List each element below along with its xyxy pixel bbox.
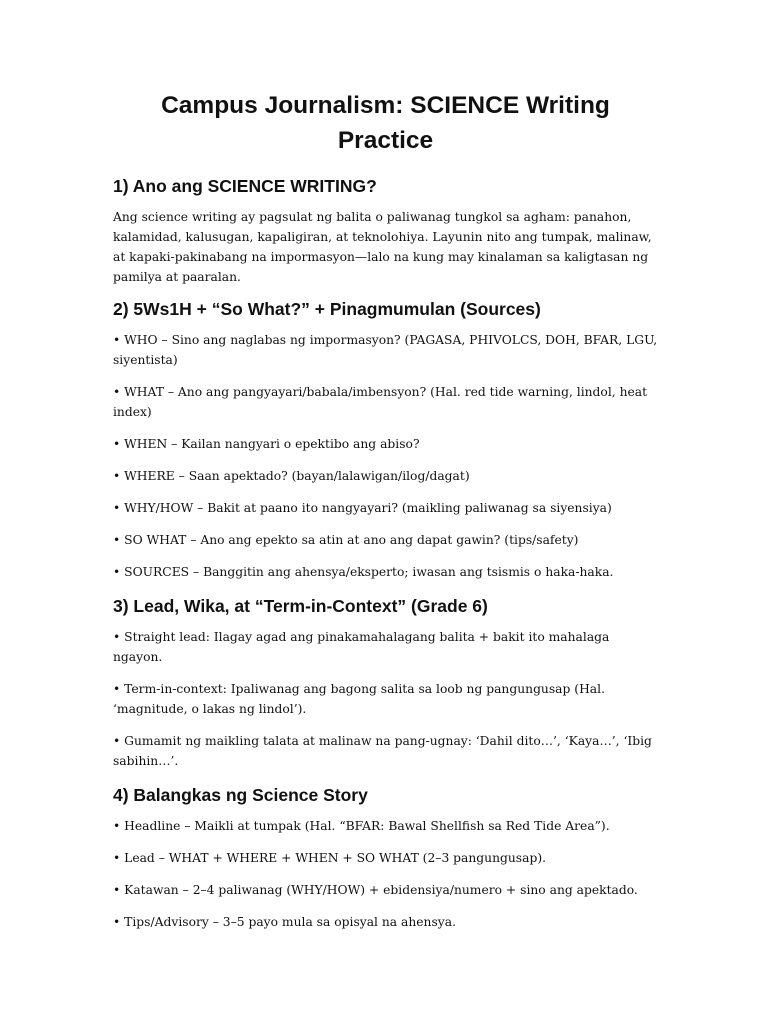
page-title: Campus Journalism: SCIENCE Writing Practice xyxy=(161,92,610,154)
section-5ws1h xyxy=(113,297,658,582)
section-what-is-science-writing xyxy=(113,174,658,287)
bullet-item: • Straight lead: Ilagay agad ang pinakamahalagang balita + bakit ito mahalaga ngayon. xyxy=(113,630,610,664)
section-paragraph: Ang science writing ay pagsulat ng balita o paliwanag tungkol sa agham: panahon, kalamidad, kalusugan, kapaligiran, at teknolohiya. Layunin nito ang tumpak, malinaw, at kapaki-pakinabang na impormasyon—lalo na kung may kinalaman sa kaligtasan ng pamilya at paaralan. xyxy=(113,210,652,284)
section-heading: 1) Ano ang SCIENCE WRITING? xyxy=(113,176,377,196)
bullet-item: • WHEN – Kailan nangyari o epektibo ang abiso? xyxy=(113,437,420,451)
section-heading: 3) Lead, Wika, at “Term-in-Context” (Grade 6) xyxy=(113,596,488,616)
bullet-item: • Term-in-context: Ipaliwanag ang bagong salita sa loob ng pangungusap (Hal. ‘magnitude, o lakas ng lindol’). xyxy=(113,682,605,716)
bullet-item: • Lead – WHAT + WHERE + WHEN + SO WHAT (2–3 pangungusap). xyxy=(113,851,547,865)
bullet-item: • WHERE – Saan apektado? (bayan/lalawigan/ilog/dagat) xyxy=(113,469,470,483)
section-lead-wika xyxy=(113,594,658,771)
bullet-item: • WHY/HOW – Bakit at paano ito nangyayari? (maikling paliwanag sa siyensiya) xyxy=(113,501,612,515)
bullet-item: • WHO – Sino ang naglabas ng impormasyon? (PAGASA, PHIVOLCS, DOH, BFAR, LGU, siyentista) xyxy=(113,333,658,367)
bullet-item: • Tips/Advisory – 3–5 payo mula sa opisyal na ahensya. xyxy=(113,915,456,929)
section-balangkas xyxy=(113,783,658,932)
bullet-item: • Gumamit ng maikling talata at malinaw na pang-ugnay: ‘Dahil dito…’, ‘Kaya…’, ‘Ibig sabihin…’. xyxy=(113,734,652,768)
bullet-item: • WHAT – Ano ang pangyayari/babala/imbensyon? (Hal. red tide warning, lindol, heat index) xyxy=(113,385,648,419)
bullet-item: • Katawan – 2–4 paliwanag (WHY/HOW) + ebidensiya/numero + sino ang apektado. xyxy=(113,883,638,897)
bullet-item: • SO WHAT – Ano ang epekto sa atin at ano ang dapat gawin? (tips/safety) xyxy=(113,533,579,547)
bullet-item: • Headline – Maikli at tumpak (Hal. “BFAR: Bawal Shellfish sa Red Tide Area”). xyxy=(113,819,610,833)
section-heading: 4) Balangkas ng Science Story xyxy=(113,785,368,805)
bullet-item: • SOURCES – Banggitin ang ahensya/eksperto; iwasan ang tsismis o haka-haka. xyxy=(113,565,614,579)
section-heading: 2) 5Ws1H + “So What?” + Pinagmumulan (Sources) xyxy=(113,299,541,319)
